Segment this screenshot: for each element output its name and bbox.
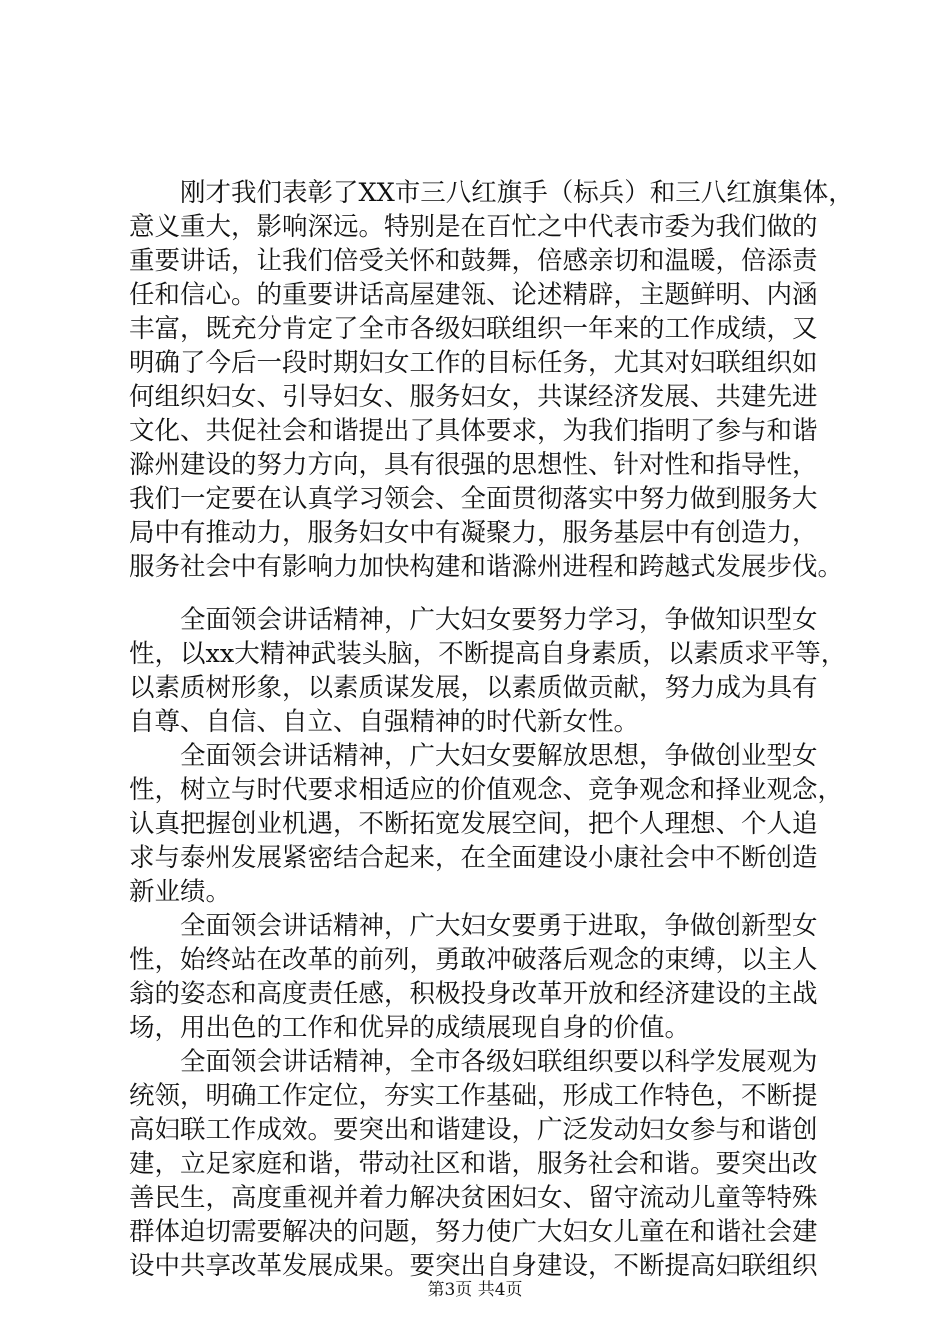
page-footer: 第3页 共4页	[427, 1280, 523, 1300]
paragraph-5-line-7: 设中共享改革发展成果。要突出自身建设，不断提高妇联组织	[129, 1251, 818, 1281]
paragraph-4-line-3: 翁的姿态和高度责任感，积极投身改革开放和经济建设的主战	[129, 979, 818, 1009]
paragraph-1-line-8: 文化、共促社会和谐提出了具体要求，为我们指明了参与和谐	[129, 416, 818, 446]
paragraph-1-line-12: 服务社会中有影响力加快构建和谐滁州进程和跨越式发展步伐。	[129, 552, 844, 582]
paragraph-3-line-5: 新业绩。	[129, 877, 232, 907]
paragraph-1-line-11: 局中有推动力，服务妇女中有凝聚力，服务基层中有创造力，	[129, 518, 818, 548]
paragraph-1-line-2: 意义重大，影响深远。特别是在百忙之中代表市委为我们做的	[129, 212, 818, 242]
paragraph-4-line-2: 性，始终站在改革的前列，勇敢冲破落后观念的束缚，以主人	[129, 945, 818, 975]
paragraph-4-line-4: 场，用出色的工作和优异的成绩展现自身的价值。	[129, 1013, 691, 1043]
paragraph-3-line-1: 全面领会讲话精神，广大妇女要解放思想，争做创业型女	[129, 741, 818, 771]
paragraph-5-line-2: 统领，明确工作定位，夯实工作基础，形成工作特色，不断提	[129, 1081, 818, 1111]
paragraph-1-line-9: 滁州建设的努力方向，具有很强的思想性、针对性和指导性，	[129, 450, 818, 480]
paragraph-1-line-1: 刚才我们表彰了XX市三八红旗手（标兵）和三八红旗集体，	[129, 178, 854, 208]
paragraph-1-line-5: 丰富，既充分肯定了全市各级妇联组织一年来的工作成绩，又	[129, 314, 818, 344]
paragraph-5-line-1: 全面领会讲话精神，全市各级妇联组织要以科学发展观为	[129, 1047, 818, 1077]
paragraph-5-line-6: 群体迫切需要解决的问题，努力使广大妇女儿童在和谐社会建	[129, 1217, 818, 1247]
paragraph-5-line-4: 建，立足家庭和谐，带动社区和谐，服务社会和谐。要突出改	[129, 1149, 818, 1179]
paragraph-3-line-4: 求与泰州发展紧密结合起来，在全面建设小康社会中不断创造	[129, 843, 818, 873]
paragraph-1-line-3: 重要讲话，让我们倍受关怀和鼓舞，倍感亲切和温暖，倍添责	[129, 246, 818, 276]
paragraph-3-line-2: 性，树立与时代要求相适应的价值观念、竞争观念和择业观念，	[129, 775, 844, 805]
paragraph-1-line-4: 任和信心。的重要讲话高屋建瓴、论述精辟，主题鲜明、内涵	[129, 280, 818, 310]
paragraph-5-line-5: 善民生，高度重视并着力解决贫困妇女、留守流动儿童等特殊	[129, 1183, 818, 1213]
paragraph-1-line-6: 明确了今后一段时期妇女工作的目标任务，尤其对妇联组织如	[129, 348, 818, 378]
paragraph-3-line-3: 认真把握创业机遇，不断拓宽发展空间，把个人理想、个人追	[129, 809, 818, 839]
paragraph-1-line-10: 我们一定要在认真学习领会、全面贯彻落实中努力做到服务大	[129, 484, 818, 514]
paragraph-1-line-7: 何组织妇女、引导妇女、服务妇女，共谋经济发展、共建先进	[129, 382, 818, 412]
paragraph-2-line-2: 性，以xx大精神武装头脑，不断提高自身素质，以素质求平等，	[129, 639, 847, 669]
paragraph-5-line-3: 高妇联工作成效。要突出和谐建设，广泛发动妇女参与和谐创	[129, 1115, 818, 1145]
paragraph-2-line-3: 以素质树形象，以素质谋发展，以素质做贡献，努力成为具有	[129, 673, 818, 703]
paragraph-4-line-1: 全面领会讲话精神，广大妇女要勇于进取，争做创新型女	[129, 911, 818, 941]
paragraph-2-line-4: 自尊、自信、自立、自强精神的时代新女性。	[129, 707, 640, 737]
paragraph-2-line-1: 全面领会讲话精神，广大妇女要努力学习，争做知识型女	[129, 605, 818, 635]
